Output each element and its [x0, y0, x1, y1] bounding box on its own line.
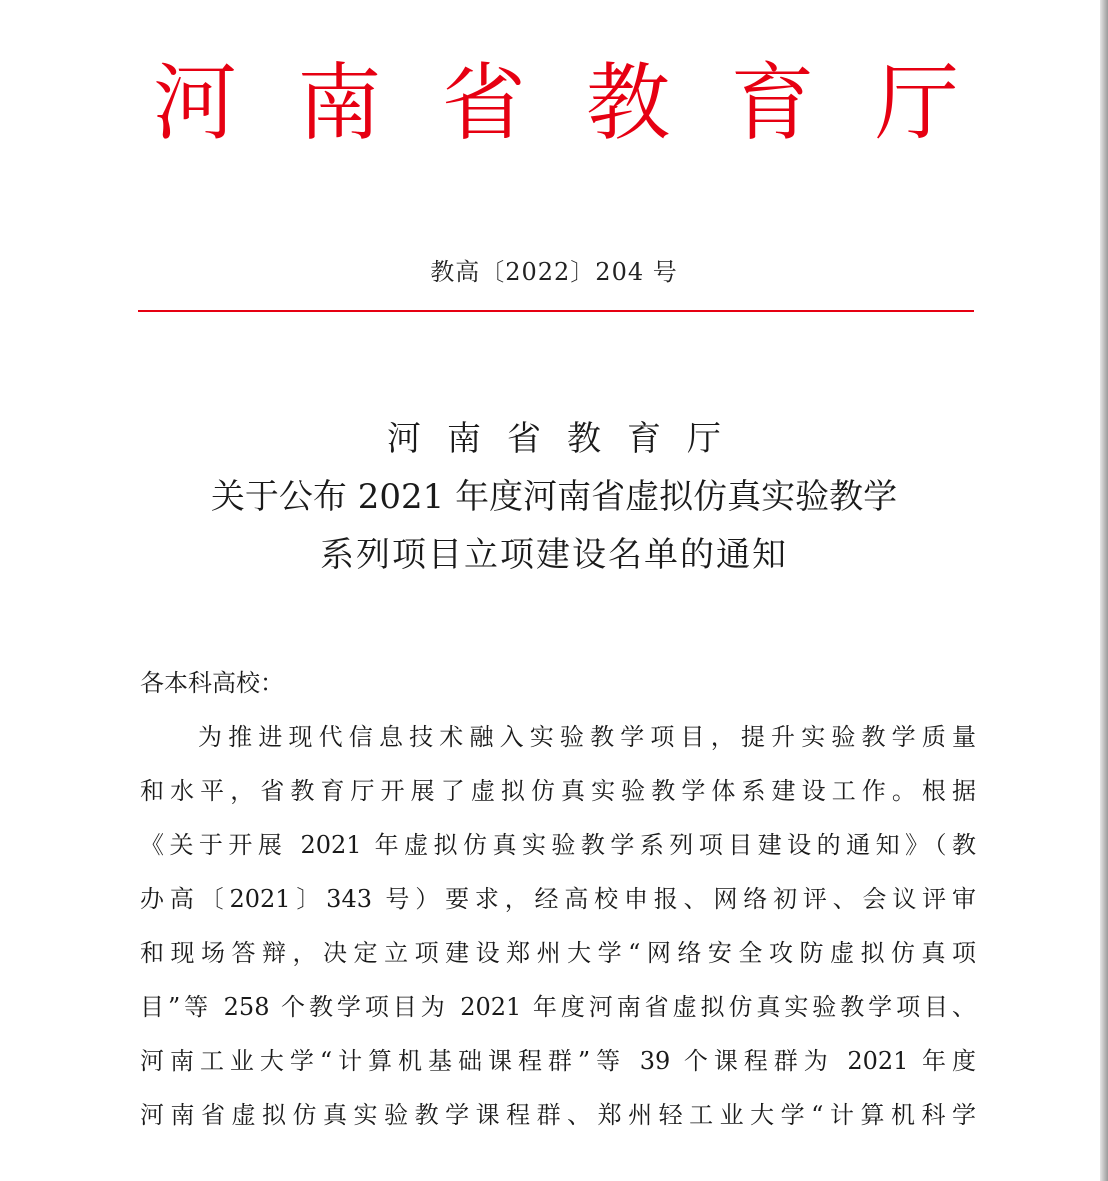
- masthead: [140, 48, 972, 158]
- masthead-char: 河: [152, 54, 237, 152]
- body-line: 《关于开展 2021 年虚拟仿真实验教学系列项目建设的通知》（教: [140, 831, 976, 859]
- body-line: 和现场答辩，决定立项建设郑州大学“网络安全攻防虚拟仿真项: [140, 939, 976, 967]
- title-line: 河南省教育厅: [387, 419, 747, 459]
- masthead-char: 南: [297, 54, 382, 152]
- body-line: 河南工业大学“计算机基础课程群”等 39 个课程群为 2021 年度: [140, 1047, 976, 1075]
- body-line: 为推进现代信息技术融入实验教学项目，提升实验教学质量: [198, 723, 976, 751]
- document-title: [0, 410, 1108, 584]
- body-line: 办高〔2021〕343 号）要求，经高校申报、网络初评、会议评审: [140, 885, 976, 913]
- masthead-char: 厅: [874, 54, 959, 152]
- masthead-char: 教: [586, 54, 671, 152]
- body-line: 河南省虚拟仿真实验教学课程群、郑州轻工业大学“计算机科学: [140, 1101, 976, 1129]
- body-line: 目”等 258 个教学项目为 2021 年度河南省虚拟仿真实验教学项目、: [140, 993, 976, 1021]
- title-line: 系列项目立项建设名单的通知: [320, 535, 788, 575]
- document-number: 教高〔2022〕204 号: [430, 258, 678, 286]
- page-edge-shadow: [1100, 0, 1108, 1181]
- salutation: 各本科高校：: [140, 669, 284, 697]
- document-body: [140, 656, 976, 1142]
- body-line: 和水平，省教育厅开展了虚拟仿真实验教学体系建设工作。根据: [140, 777, 976, 805]
- masthead-char: 省: [441, 54, 526, 152]
- title-line: 关于公布 2021 年度河南省虚拟仿真实验教学: [210, 477, 898, 517]
- masthead-char: 育: [730, 54, 815, 152]
- red-divider: [138, 310, 974, 312]
